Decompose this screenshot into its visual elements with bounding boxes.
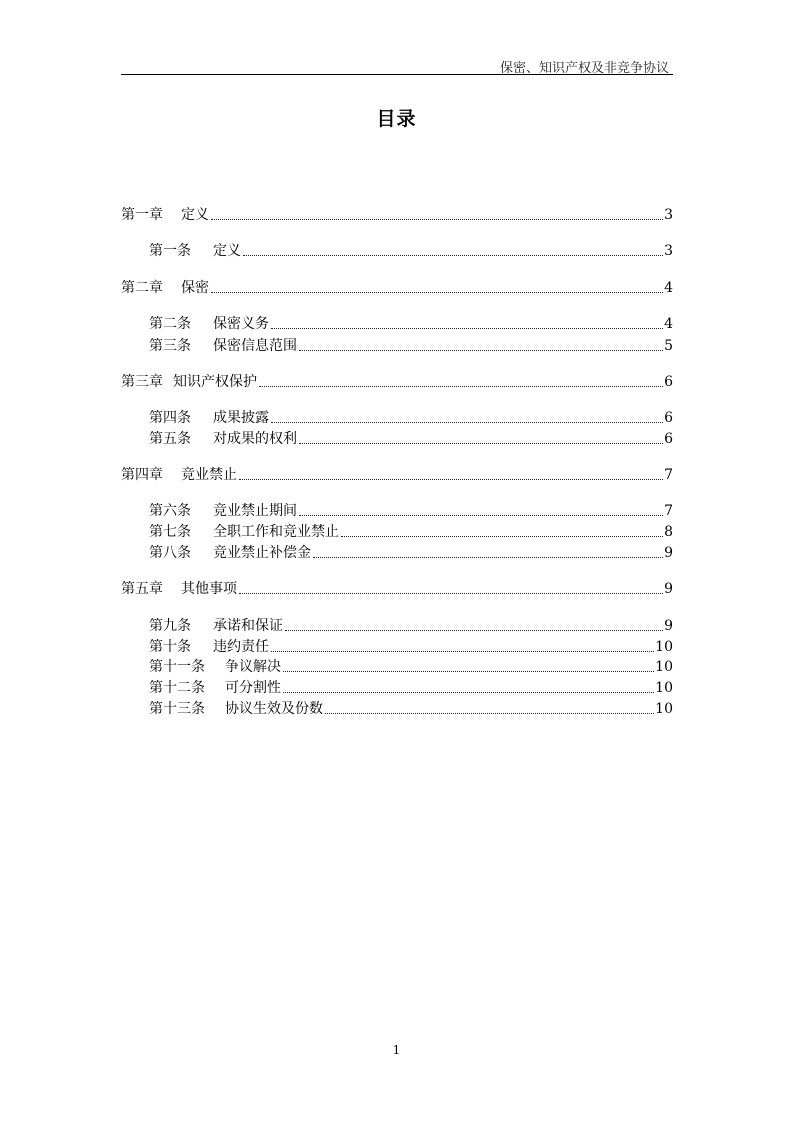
toc-article-entry[interactable] — [121, 429, 673, 449]
toc-chapter-entry[interactable] — [121, 278, 673, 298]
toc-entry-title: 保密 — [181, 280, 209, 296]
page-title: 目录 — [376, 108, 417, 130]
toc-entry-title: 承诺和保证 — [213, 618, 283, 634]
toc-entry-title: 定义 — [213, 243, 241, 259]
toc-article-entry[interactable] — [121, 314, 673, 334]
toc-entry-page: 9 — [664, 618, 673, 634]
toc-entry-number: 第十条 — [149, 639, 191, 655]
toc-article-entry[interactable] — [121, 522, 673, 542]
toc-dot-leader — [313, 557, 663, 558]
toc-dot-leader — [239, 479, 663, 480]
toc-entry-title: 竞业禁止 — [181, 467, 237, 483]
toc-entry-page: 10 — [655, 680, 673, 696]
toc-entry-title: 竞业禁止期间 — [213, 503, 297, 519]
toc-entry-page: 4 — [664, 280, 673, 296]
toc-dot-leader — [299, 443, 663, 444]
toc-entry-number: 第六条 — [149, 503, 191, 519]
header-divider — [121, 74, 673, 75]
toc-dot-leader — [211, 219, 663, 220]
toc-entry-number: 第九条 — [149, 618, 191, 634]
toc-dot-leader — [243, 255, 663, 256]
toc-dot-leader — [259, 386, 663, 387]
toc-dot-leader — [341, 536, 663, 537]
toc-entry-page: 7 — [664, 467, 673, 483]
toc-entry-title: 可分割性 — [225, 680, 281, 696]
toc-entry-title: 竞业禁止补偿金 — [213, 545, 311, 561]
toc-chapter-entry[interactable] — [121, 465, 673, 485]
toc-article-entry[interactable] — [121, 336, 673, 356]
toc-dot-leader — [211, 292, 663, 293]
toc-entry-page: 10 — [655, 659, 673, 675]
toc-entry-number: 第四章 — [121, 467, 163, 483]
toc-entry-page: 6 — [664, 410, 673, 426]
toc-entry-number: 第十一条 — [149, 659, 205, 675]
toc-article-entry[interactable] — [121, 678, 673, 698]
toc-entry-number: 第七条 — [149, 524, 191, 540]
toc-entry-number: 第八条 — [149, 545, 191, 561]
toc-entry-page: 6 — [664, 374, 673, 390]
toc-entry-title: 争议解决 — [225, 659, 281, 675]
toc-dot-leader — [239, 593, 663, 594]
toc-article-entry[interactable] — [121, 699, 673, 719]
toc-chapter-entry[interactable] — [121, 579, 673, 599]
toc-dot-leader — [299, 515, 663, 516]
toc-entry-page: 9 — [664, 545, 673, 561]
toc-entry-page: 9 — [664, 581, 673, 597]
toc-entry-number: 第二章 — [121, 280, 163, 296]
toc-article-entry[interactable] — [121, 637, 673, 657]
toc-chapter-entry[interactable] — [121, 205, 673, 225]
toc-entry-title: 违约责任 — [213, 639, 269, 655]
toc-dot-leader — [283, 692, 654, 693]
toc-article-entry[interactable] — [121, 501, 673, 521]
toc-entry-title: 全职工作和竞业禁止 — [213, 524, 339, 540]
toc-entry-number: 第五章 — [121, 581, 163, 597]
toc-entry-number: 第三条 — [149, 338, 191, 354]
toc-entry-page: 8 — [664, 524, 673, 540]
toc-entry-number: 第二条 — [149, 316, 191, 332]
toc-dot-leader — [271, 422, 663, 423]
toc-entry-number: 第十二条 — [149, 680, 205, 696]
toc-entry-number: 第四条 — [149, 410, 191, 426]
toc-entry-title: 协议生效及份数 — [225, 701, 323, 717]
toc-dot-leader — [285, 630, 663, 631]
running-header: 保密、知识产权及非竞争协议 — [499, 61, 669, 76]
toc-entry-title: 保密信息范围 — [213, 338, 297, 354]
toc-entry-page: 3 — [664, 207, 673, 223]
toc-entry-page: 10 — [655, 639, 673, 655]
toc-entry-title: 定义 — [181, 207, 209, 223]
toc-dot-leader — [299, 350, 663, 351]
toc-entry-page: 5 — [664, 338, 673, 354]
toc-dot-leader — [271, 328, 663, 329]
toc-chapter-entry[interactable] — [121, 372, 673, 392]
toc-entry-page: 7 — [664, 503, 673, 519]
toc-dot-leader — [283, 671, 654, 672]
toc-entry-page: 3 — [664, 243, 673, 259]
toc-entry-title: 知识产权保护 — [173, 374, 257, 390]
toc-entry-title: 对成果的权利 — [213, 431, 297, 447]
toc-entry-number: 第一章 — [121, 207, 163, 223]
toc-article-entry[interactable] — [121, 657, 673, 677]
toc-article-entry[interactable] — [121, 616, 673, 636]
toc-entry-number: 第五条 — [149, 431, 191, 447]
toc-entry-title: 保密义务 — [213, 316, 269, 332]
toc-entry-number: 第十三条 — [149, 701, 205, 717]
toc-entry-number: 第一条 — [149, 243, 191, 259]
page-number: 1 — [392, 1043, 401, 1057]
toc-article-entry[interactable] — [121, 241, 673, 261]
toc-article-entry[interactable] — [121, 408, 673, 428]
toc-article-entry[interactable] — [121, 543, 673, 563]
toc-entry-page: 4 — [664, 316, 673, 332]
toc-dot-leader — [325, 713, 654, 714]
toc-entry-page: 10 — [655, 701, 673, 717]
toc-dot-leader — [271, 651, 654, 652]
toc-entry-number: 第三章 — [121, 374, 163, 390]
toc-entry-page: 6 — [664, 431, 673, 447]
toc-entry-title: 成果披露 — [213, 410, 269, 426]
toc-entry-title: 其他事项 — [181, 581, 237, 597]
